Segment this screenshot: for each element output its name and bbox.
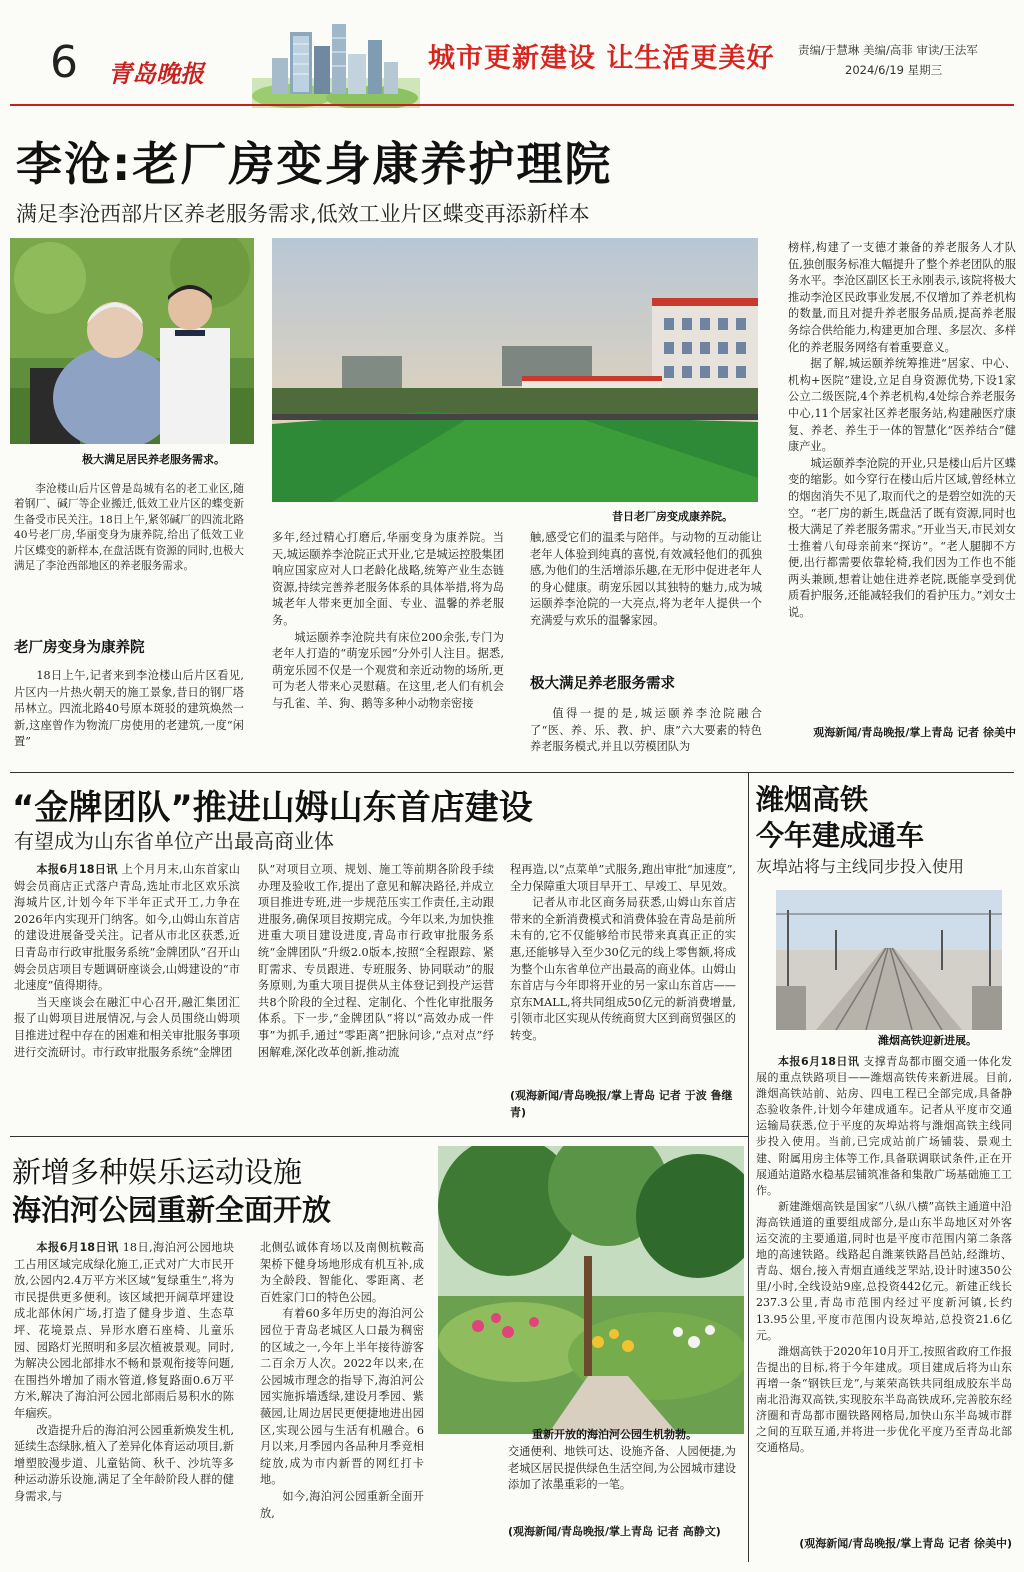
paper-name: 青岛晚报 <box>108 59 204 88</box>
article2-headline: “金牌团队”推进山姆山东首店建设 <box>12 788 533 828</box>
article1-divider <box>10 772 1014 773</box>
article1-col4-paragraph2: 据了解,城运颐养统筹推进“居家、中心、机构+医院”建设,立足自身资源优势,下设1家公立二级医院,4个养老机构,4处综合养老服务中心,11个居家社区养老服务站,构建融医疗康复、养老、养生于一体的智慧化“医养结合”健康产业。 <box>788 357 1016 454</box>
article1-col2-paragraph1: 多年,经过精心打磨后,华丽变身为康养院。当天,城运颐养李沧院正式开业,它是城运控股集团响应国家应对人口老龄化战略,统筹产业生态链资源,持续完善养老服务体系的具体举措,将为岛城老年人带来更加全面、专业、温馨的养老服务。 <box>272 531 504 627</box>
article4-headline-line2: 海泊河公园重新全面开放 <box>12 1193 332 1227</box>
article2-col2-paragraph: 队”对项目立项、规划、施工等前期各阶段手续办理及验收工作,提出了意见和解决路径,并成立项目推进专班,进一步规范压实工作责任,主动跟进服务,确保项目按期完成。今年以来,为加快推进重大项目建设进度,青岛市行政审批服务系统“金牌团队”升级2.0版本,按照“全程跟踪、紧盯需求、专员跟进、专班服务、协同联动”的服务原则,为重大项目提供从主体登记到投产运营共8个阶段的全过程、定制化、个性化审批服务体系。下一步,“金牌团队”将以“高效办成一件事”为抓手,通过“零距离”把脉问诊,“点对点”纾困解难,深化改革创新,推动流 <box>258 863 494 1059</box>
article4-col2-paragraph2: 有着60多年历史的海泊河公园位于青岛老城区人口最为稠密的区域之一,今年上半年接待游客二百余万人次。2022年以来,在公园城市理念的指导下,海泊河公园实施拆墙透绿,建设月季园、紫薇园,让周边居民更便捷地进出园区,实现公园与生活有机融合。6月以来,月季园内各品种月季竞相绽放,成为市内新晋的网红打卡地。 <box>260 1307 424 1487</box>
article1-column2 <box>272 530 504 764</box>
railway-photo <box>776 890 1002 1030</box>
page-slogan: 城市更新建设 让生活更美好 <box>428 43 775 74</box>
article3-paragraph1-text: 支撑青岛都市圈交通一体化发展的重点铁路项目——潍烟高铁传来新进展。目前,潍烟高铁站前、站房、四电工程已全部完成,具备静态验收条件,计划今年建成通车。记者从平度市交通运输局获悉,位于平度的灰埠站将与潍烟高铁主线同步投入使用。当前,已完成站前广场铺装、景观土建、附属用房主体等工作,具备联调联试条件,正在开展通站道路水稳基层铺筑准备和集散广场基础施工工作。 <box>756 1055 1012 1197</box>
article1-byline: 观海新闻/青岛晚报/掌上青岛 记者 徐美中 <box>813 726 1016 739</box>
article1-col4-paragraph3: 城运颐养李沧院的开业,只是楼山后片区蝶变的缩影。如今穿行在楼山后片区域,曾经林立的烟囱消失不见了,取而代之的是碧空如洗的天空。“老厂房的新生,既盘活了既有资源,同时也极大满足了养老服务需求。”开业当天,市民刘女士推着八旬母亲前来“探访”。“老人腿脚不方便,出行都需要依靠轮椅,我们因为工作也不能两头兼顾,想着让她住进养老院,既能享受到优质看护服务,还能减轻我们的看护压力。”刘女士说。 <box>788 456 1016 620</box>
article2-col3-paragraph2: 记者从市北区商务局获悉,山姆山东首店带来的全新消费模式和消费体验在青岛是前所未有的,它不仅能够给市民带来真真正正的实惠,还能够导入至少30亿元的线上零售额,将成为整个山东省单位产出最高的商业体。山姆山东首店与今年即将开业的另一家山东首店——京东MALL,将共同组成50亿元的新消费增量,引领市北区实现从传统商贸大区到商贸强区的转变。 <box>510 896 736 1042</box>
article1-section1-text <box>14 668 244 764</box>
article4-dateline: 本报6月18日讯 <box>36 1241 119 1254</box>
column-separator <box>748 772 749 1562</box>
article4-byline: (观海新闻/青岛晚报/掌上青岛 记者 高静文) <box>508 1525 721 1538</box>
masthead-divider <box>10 104 1014 106</box>
caregiver-photo <box>10 238 254 444</box>
article2-col1-paragraph1 <box>14 862 240 995</box>
article1-subtitle: 满足李沧西部片区养老服务需求,低效工业片区蝶变再添新样本 <box>16 202 590 226</box>
article2-dateline: 本报6月18日讯 <box>36 863 118 876</box>
issue-date: 2024/6/19 星期三 <box>845 63 943 77</box>
article1-col2-paragraph2: 城运颐养李沧院共有床位200余张,专门为老年人打造的“萌宠乐园”分外引人注目。据悉,萌宠乐园不仅是一个观赏和亲近动物的场所,更可为老人带来心灵慰藉。在这里,老人们有机会与孔雀、羊、狗、鹅等多种小动物亲密接 <box>272 630 504 710</box>
park-photo-caption: 重新开放的海泊河公园生机勃勃。 <box>532 1428 697 1441</box>
article3-paragraph1 <box>756 1054 1012 1199</box>
article1-headline: 李沧:老厂房变身康养护理院 <box>16 137 613 191</box>
care-home-photo-caption: 昔日老厂房变成康养院。 <box>612 510 733 523</box>
article4-col3-paragraph: 交通便利、地铁可达、设施齐备、人园便捷,为老城区居民提供绿色生活空间,为公园城市建设添加了浓墨重彩的一笔。 <box>508 1445 736 1492</box>
article2-divider <box>10 1136 748 1137</box>
article4-headline-line1: 新增多种娱乐运动设施 <box>12 1155 303 1189</box>
railway-photo-caption: 潍烟高铁迎新进展。 <box>878 1034 977 1047</box>
page-number: 6 <box>50 37 78 88</box>
article3-headline-line1: 潍烟高铁 <box>756 783 869 816</box>
article1-col3-paragraph1: 触,感受它们的温柔与陪伴。与动物的互动能让老年人体验到纯真的喜悦,有效减轻他们的孤独感,为他们的生活增添乐趣,在无形中促进老年人的身心健康。萌宠乐园以其独特的魅力,成为城运颐养李沧院的一大亮点,将为老年人提供一个充满爱与欢乐的温馨家园。 <box>530 531 762 627</box>
article2-column1 <box>14 862 240 1126</box>
article4-col1-text: 18日,海泊河公园地块工占用区域完成绿化施工,正式对广大市民开放,公园内2.4万平方米区域“复绿重生”,将为市民提供更多便利。该区域把开阔草坪建设成北部休闲广场,打造了健身步道、生态草坪、花境景点、异形水磨石座椅、儿童乐园、园路灯光照明和多层次植被景观。同时,为解决公园北部排水不畅和景观衔接等问题,在围挡外增加了雨水管道,修复路面0.6万平方米,解决了海泊河公园北部雨后易积水的陈年痼疾。 <box>14 1241 234 1420</box>
city-skyline-illustration <box>252 18 420 108</box>
editor-credits: 责编/于慧琳 美编/高菲 审读/王法军 <box>798 43 978 57</box>
article3-byline: (观海新闻/青岛晚报/掌上青岛 记者 徐美中) <box>799 1537 1012 1550</box>
article1-col4-paragraph1: 榜样,构建了一支德才兼备的养老服务人才队伍,独创服务标准大幅提升了整个养老团队的服务水平。李沧区副区长王永刚表示,该院将极大推动李沧区民政事业发展,不仅增加了养老机构的数量,而且对提升养老服务品质,提高养老服务综合供给能力,构建更加合理、多层次、多样化的养老服务网络有着重要意义。 <box>788 241 1016 354</box>
article4-col2-paragraph3: 如今,海泊河公园重新全面开放, <box>260 1489 424 1520</box>
article2-byline: (观海新闻/青岛晚报/掌上青岛 记者 于波 鲁继青) <box>510 1089 733 1119</box>
article2-col1-paragraph2: 当天座谈会在融汇中心召开,融汇集团汇报了山姆项目进展情况,与会人员围绕山姆项目推进过程中存在的困难和相关审批服务事项进行交流研讨。市行政审批服务系统“金牌团 <box>14 995 240 1059</box>
article1-section1-heading: 老厂房变身为康养院 <box>14 640 145 656</box>
article1-section1-paragraph: 18日上午,记者来到李沧楼山后片区看见,片区内一片热火朝天的施工景象,昔日的钢厂塔吊林立。四流北路40号原本斑驳的建筑焕然一新,这座曾作为物流厂房使用的老建筑,一度“闲置” <box>14 669 244 749</box>
article3-dateline: 本报6月18日讯 <box>778 1055 860 1068</box>
article2-column2 <box>258 862 494 1126</box>
park-photo <box>438 1146 744 1434</box>
article1-col3-lower <box>530 706 762 764</box>
article4-col1-paragraph1 <box>14 1240 234 1423</box>
article4-column2 <box>260 1240 424 1562</box>
article4-column1 <box>14 1240 234 1562</box>
article4-col1-paragraph2: 改造提升后的海泊河公园重新焕发生机,延续生态绿脉,植入了差异化体育运动项目,新增塑胶漫步道、儿童钻筒、秋千、沙坑等多种运动游乐设施,满足了全年龄阶段人群的健身需求,与 <box>14 1423 234 1503</box>
article3-headline-line2: 今年建成通车 <box>756 819 925 852</box>
article3-paragraph2: 新建潍烟高铁是国家“八纵八横”高铁主通道中沿海高铁通道的重要组成部分,是山东半岛地区对外客运交流的主要通道,同时也是平度市范围内第二条落地的高速铁路。线路起自潍莱铁路昌邑站,经潍坊、青岛、烟台,接入青烟直通线芝罘站,设计时速350公里/小时,全线设站9座,总投资442亿元。新建正线长237.3公里,青岛市范围内经过平度新河镇,长约13.95公里,平度市范围内设灰埠站,总投资21.6亿元。 <box>756 1199 1012 1342</box>
caregiver-photo-caption: 极大满足居民养老服务需求。 <box>82 453 225 466</box>
article2-col1-text: 上个月月末,山东首家山姆会员商店正式落户青岛,选址市北区欢乐滨海城片区,计划今年下半年正式开工,力争在2026年内实现开门纳客。如今,山姆山东首店的建设进展备受关注。记者从市北区获悉,近日青岛市行政审批服务系统“金牌团队”召开山姆会员店项目专题调研座谈会,山姆建设的“市北速度”值得期待。 <box>14 863 240 993</box>
article1-col3-paragraph2: 值得一提的是,城运颐养李沧院融合了“医、养、乐、教、护、康”六大要素的特色养老服务模式,并且以劳模团队为 <box>530 707 762 754</box>
article2-subtitle: 有望成为山东省单位产出最高商业体 <box>14 829 334 853</box>
article3-body <box>756 1054 1012 1528</box>
article3-paragraph3: 潍烟高铁于2020年10月开工,按照省政府工作报告提出的目标,将于今年建成。项目建成后将为山东再增一条“钢铁巨龙”,与莱荣高铁共同组成胶东半岛南北沿海双高铁,实现胶东半岛高铁成环,完善胶东经济圈和青岛都市圈铁路网格局,加快山东半岛城市群之间的互联互通,并将进一步优化平度乃至青岛北部交通格局。 <box>756 1344 1012 1455</box>
care-home-photo <box>272 238 758 502</box>
article2-col3-paragraph1: 程再造,以“点菜单”式服务,跑出审批“加速度”,全力保障重大项目早开工、早竣工、早见效。 <box>510 863 736 893</box>
article2-column3 <box>510 862 736 1108</box>
article1-section2-heading: 极大满足养老服务需求 <box>530 676 675 692</box>
article3-subtitle: 灰埠站将与主线同步投入使用 <box>756 857 965 876</box>
article4-col2-paragraph1: 北侧弘诚体育场以及南侧杭鞍高架桥下健身场地形成有机互补,成为全龄段、智能化、零距离、老百姓家门口的特色公园。 <box>260 1241 424 1304</box>
article1-column3 <box>530 530 762 658</box>
article4-column3 <box>508 1444 736 1520</box>
article1-column4 <box>788 240 1016 722</box>
article1-intro <box>14 482 244 622</box>
article1-intro-paragraph: 李沧楼山后片区曾是岛城有名的老工业区,随着钢厂、碱厂等企业搬迁,低效工业片区的蝶变新生备受市民关注。18日上午,紧邻碱厂的四流北路40号老厂房,华丽变身为康养院,给出了低效工业片区蝶变的新样本,在盘活既有资源的同时,也极大满足了李沧西部地区的养老服务需求。 <box>14 483 244 573</box>
